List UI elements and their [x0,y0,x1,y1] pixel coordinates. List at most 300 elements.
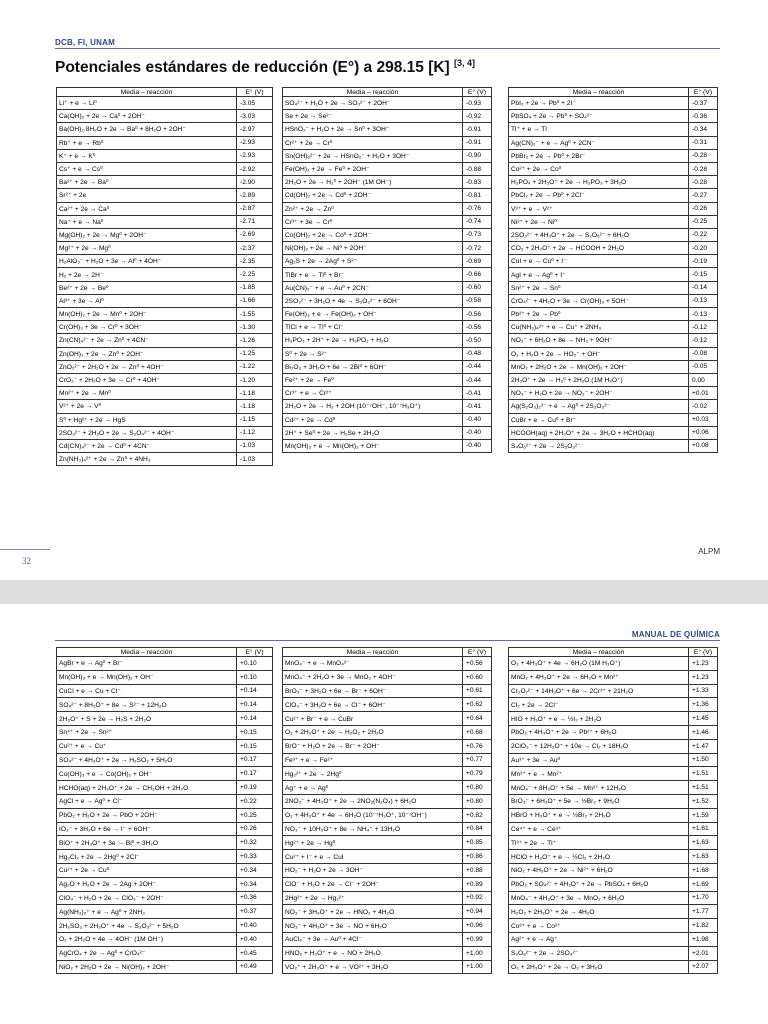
potential-value-cell: -2.35 [237,255,273,268]
potential-value-cell: +1.68 [689,863,718,877]
half-reaction-cell: Pb²⁺ + 2e → Pb⁰ [509,308,689,321]
table-row [509,360,718,373]
half-reaction-cell: O₂ + 4H₃O⁺ + 4e → 6H₂O (1M H₃O⁺) [509,657,689,671]
potential-value-cell: -0.13 [689,308,718,321]
half-reaction-cell: Sn²⁺ + 2e → Sn⁰ [509,281,689,294]
half-reaction-cell: Cu²⁺ + Br⁻ + e → CuBr [283,712,463,726]
potential-value-cell: +1.61 [689,822,718,836]
half-reaction-cell: Li⁺ + e → Li⁰ [57,97,237,110]
potential-value-cell: -0.60 [463,281,492,294]
potential-value-cell: -0.44 [463,373,492,386]
potential-value-cell: -2.97 [237,123,273,136]
table-row [57,698,273,712]
potential-value-cell: -0.91 [463,123,492,136]
table-row [509,136,718,149]
table-row [509,426,718,439]
potential-value-cell: +1.82 [689,919,718,933]
potential-value-cell: -0.25 [689,215,718,228]
half-reaction-cell: HO₂⁻ + H₂O + 2e → 3OH⁻ [283,863,463,877]
half-reaction-cell: 2H⁺ + Se⁰ + 2e → H₂Se + 2H₂O [283,426,463,439]
table-row [283,373,492,386]
potential-value-cell: -0.81 [463,189,492,202]
half-reaction-cell: Ce⁴⁺ + e → Ce³⁺ [509,822,689,836]
table-row [509,781,718,795]
table-row [509,215,718,228]
potential-value-cell: +0.25 [237,808,273,822]
half-reaction-cell: Hg²⁺ + 2e → Hg⁰ [283,836,463,850]
half-reaction-cell: SO₄²⁻ + 8H₃O⁺ + 8e → S²⁻ + 12H₂O [57,698,237,712]
table-row [509,228,718,241]
table-row [283,822,492,836]
page-title [55,58,475,77]
column-header-potential: E° (V) [689,88,718,97]
potential-value-cell: +0.96 [463,919,492,933]
potential-value-cell: -1.20 [237,373,273,386]
half-reaction-cell: BiO⁺ + 2H₃O⁺ + 3e → Bi⁰ + 3H₂O [57,836,237,850]
half-reaction-cell: Hg₂²⁺ + 2e → 2Hg⁰ [283,767,463,781]
half-reaction-cell: Zn(CN)₄²⁻ + 2e → Zn⁰ + 4CN⁻ [57,334,237,347]
potential-value-cell: -0.50 [463,334,492,347]
table-row [57,136,273,149]
table-row [283,400,492,413]
potential-value-cell: +0.37 [237,905,273,919]
half-reaction-cell: Co²⁺ + 2e → Co⁰ [509,162,689,175]
half-reaction-cell: Bi₂O₃ + 3H₂O + 6e → 2Bi⁰ + 6OH⁻ [283,360,463,373]
potential-value-cell: +0.15 [237,725,273,739]
column-header-potential: E° (V) [463,88,492,97]
table-row [57,360,273,373]
potential-value-cell: -0.72 [463,242,492,255]
table-row [509,932,718,946]
table-row [57,176,273,189]
table-row [57,162,273,175]
table-row [57,877,273,891]
header-row [57,88,273,97]
half-reaction-cell: Cr₂O₇²⁻ + 14H₃O⁺ + 6e → 2Cr³⁺ + 21H₂O [509,684,689,698]
potential-value-cell: +1.51 [689,781,718,795]
potential-value-cell: -0.44 [463,360,492,373]
table-row [283,123,492,136]
title-reference: [3, 4] [454,58,476,68]
column-header-potential: E° (V) [463,648,492,657]
half-reaction-cell: NiO₂ + 4H₃O⁺ + 2e → Ni²⁺ + 6H₂O [509,863,689,877]
header-rule [55,640,720,641]
half-reaction-cell: 2H₂O + 2e → H₂⁰ + 2OH⁻ (1M OH⁻) [283,176,463,189]
potential-value-cell: +1.63 [689,850,718,864]
table-row [283,836,492,850]
potential-value-cell: -1.18 [237,400,273,413]
potential-value-cell: -1.03 [237,453,273,466]
potential-value-cell: -0.02 [689,400,718,413]
table-row [57,767,273,781]
potential-value-cell: +0.94 [463,905,492,919]
half-reaction-cell: TlCl + e → Tl⁰ + Cl⁻ [283,321,463,334]
potential-value-cell: -0.48 [463,347,492,360]
table-row [283,189,492,202]
half-reaction-cell: Cr³⁺ + 3e → Cr⁰ [283,215,463,228]
table-row [509,946,718,960]
potential-value-cell: -0.83 [463,176,492,189]
column-header-reaction: Media – reacción [509,648,689,657]
potential-value-cell: +0.85 [463,836,492,850]
page-33 [0,604,768,1024]
potential-value-cell: +0.49 [237,960,273,974]
potential-value-cell: -0.74 [463,215,492,228]
potential-value-cell: -2.89 [237,189,273,202]
half-reaction-cell: Fe³⁺ + e → Fe²⁺ [283,753,463,767]
half-reaction-cell: Ba(OH)₂.8H₂O + 2e → Ba⁰ + 8H₂O + 2OH⁻ [57,123,237,136]
table-row [57,960,273,974]
table-row [57,413,273,426]
table-row [509,308,718,321]
potential-value-cell: +0.33 [237,850,273,864]
potential-value-cell: -0.12 [689,334,718,347]
table-row [509,334,718,347]
title-text: Potenciales estándares de reducción (E°) a 298.15 [K] [55,59,450,76]
table-row [57,684,273,698]
potential-value-cell: -2.93 [237,149,273,162]
half-reaction-cell: ClO₄⁻ + H₂O + 2e → ClO₃⁻ + 2OH⁻ [57,891,237,905]
half-reaction-cell: Mg(OH)₂ + 2e → Mg⁰ + 2OH⁻ [57,228,237,241]
half-reaction-cell: HClO + H₃O⁺ + e → ½Cl₂ + 2H₂O [509,850,689,864]
table-row [509,189,718,202]
potential-value-cell: +0.17 [237,767,273,781]
table-row [509,863,718,877]
half-reaction-cell: S⁰ + Hg²⁺ + 2e → HgS [57,413,237,426]
half-reaction-cell: Cr(OH)₃ + 3e → Cr⁰ + 3OH⁻ [57,321,237,334]
potential-value-cell: +1.59 [689,808,718,822]
table-row [283,136,492,149]
table-row [57,294,273,307]
table-row [57,808,273,822]
half-reaction-cell: BrO₃⁻ + 6H₃O⁺ + 5e → ½Br₂ + 9H₂O [509,794,689,808]
half-reaction-cell: HBrO + H₃O⁺ + e → ½Br₂ + 2H₂O [509,808,689,822]
potential-value-cell: +1.00 [463,960,492,974]
potential-value-cell: -0.05 [689,360,718,373]
table-row [283,781,492,795]
table-row [283,360,492,373]
half-reaction-cell: Rb⁺ + e → Rb⁰ [57,136,237,149]
table-row [283,767,492,781]
half-reaction-cell: Hg₂Cl₂ + 2e → 2Hg⁰ + 2Cl⁻ [57,850,237,864]
potential-value-cell: +0.15 [237,739,273,753]
potential-value-cell: +0.01 [689,387,718,400]
potential-value-cell: +1.77 [689,905,718,919]
half-reaction-cell: 2H₂SO₃ + 2H₃O⁺ + 4e → S₂O₃²⁻ + 5H₂O [57,919,237,933]
header-row [509,88,718,97]
potential-value-cell: -0.56 [463,321,492,334]
table-row [57,670,273,684]
half-reaction-cell: Fe(OH)₂ + 2e → Fe⁰ + 2OH⁻ [283,162,463,175]
potential-value-cell: +1.69 [689,877,718,891]
half-reaction-cell: Ca(OH)₂ + 2e → Ca⁰ + 2OH⁻ [57,110,237,123]
table-row [509,162,718,175]
table-row [509,836,718,850]
table-row [509,712,718,726]
table-row [283,919,492,933]
potential-value-cell: +1.00 [463,946,492,960]
potential-value-cell: +0.19 [237,781,273,795]
potential-value-cell: +1.70 [689,891,718,905]
potential-value-cell: -0.40 [463,426,492,439]
half-reaction-cell: PbO₂ + H₂O + 2e → PbO + 2OH⁻ [57,808,237,822]
table-row [283,670,492,684]
half-reaction-cell: Sn⁴⁺ + 2e → Sn²⁺ [57,725,237,739]
running-header: MANUAL DE QUÍMICA [631,630,720,639]
half-reaction-cell: 2SO₃²⁻ + 2H₂O + 2e → S₂O₄²⁻ + 4OH⁻ [57,426,237,439]
table-row [57,739,273,753]
potential-value-cell: -2.71 [237,215,273,228]
table-row [283,255,492,268]
half-reaction-cell: 2ClO₃⁻ + 12H₃O⁺ + 10e → Cl₂ + 18H₂O [509,739,689,753]
table-row [509,850,718,864]
potential-value-cell: +0.40 [237,932,273,946]
table-row [57,373,273,386]
half-reaction-cell: K⁺ + e → K⁰ [57,149,237,162]
half-reaction-cell: AgCl + e → Ag⁰ + Cl⁻ [57,794,237,808]
potential-value-cell: +0.08 [689,439,718,452]
half-reaction-cell: Be²⁺ + 2e → Be⁰ [57,281,237,294]
potential-value-cell: -0.14 [689,281,718,294]
potentials-table-3 [508,87,718,453]
half-reaction-cell: NO₃⁻ + 3H₃O⁺ + 2e → HNO₂ + 4H₂O [283,905,463,919]
table-row [283,215,492,228]
potential-value-cell: -0.13 [689,294,718,307]
table-row [57,189,273,202]
table-row [509,268,718,281]
potential-value-cell: -2.90 [237,176,273,189]
header-row [283,88,492,97]
table-row [57,753,273,767]
potential-value-cell: +0.06 [689,426,718,439]
half-reaction-cell: AgBr + e → Ag⁰ + Br⁻ [57,657,237,671]
half-reaction-cell: Mn(OH)₃ + e → Mn(OH)₂ + OH⁻ [283,439,463,452]
column-header-reaction: Media – reacción [57,648,237,657]
half-reaction-cell: HCHO(aq) + 2H₃O⁺ + 2e → CH₃OH + 2H₂O [57,781,237,795]
table-row [57,308,273,321]
potential-value-cell: -2.69 [237,228,273,241]
half-reaction-cell: Ag(S₂O₃)₂³⁻ + e → Ag⁰ + 2S₂O₃²⁻ [509,400,689,413]
half-reaction-cell: H₃PO₃ + 2H⁺ + 2e → H₃PO₂ + H₂O [283,334,463,347]
half-reaction-cell: Mn³⁺ + e → Mn²⁺ [509,767,689,781]
table-row [283,294,492,307]
half-reaction-cell: 2SO₃²⁻ + 4H₃O⁺ + 2e → S₂O₆²⁻ + 6H₂O [509,228,689,241]
potential-value-cell: -1.03 [237,439,273,452]
header-row [283,648,492,657]
table-row [57,110,273,123]
potential-value-cell: -0.76 [463,202,492,215]
half-reaction-cell: 2Hg²⁺ + 2e → Hg₂²⁺ [283,891,463,905]
table-row [57,850,273,864]
half-reaction-cell: Ag₂O + H₂O + 2e → 2Ag + 2OH⁻ [57,877,237,891]
half-reaction-cell: Zn²⁺ + 2e → Zn⁰ [283,202,463,215]
half-reaction-cell: Fe²⁺ + 2e → Fe⁰ [283,373,463,386]
half-reaction-cell: Zn(OH)₂ + 2e → Zn⁰ + 2OH⁻ [57,347,237,360]
table-row [57,215,273,228]
table-row [509,255,718,268]
half-reaction-cell: Tl³⁺ + 2e → Tl⁺ [509,836,689,850]
half-reaction-cell: HSnO₂⁻ + H₂O + 2e → Sn⁰ + 3OH⁻ [283,123,463,136]
potential-value-cell: 0.00 [689,373,718,386]
half-reaction-cell: H₂O₂ + 2H₃O⁺ + 2e → 4H₂O [509,905,689,919]
potential-value-cell: -2.93 [237,136,273,149]
table-row [509,202,718,215]
half-reaction-cell: ZnO₂²⁻ + 2H₂O + 2e → Zn⁰ + 4OH⁻ [57,360,237,373]
potential-value-cell: -0.92 [463,110,492,123]
table-row [57,822,273,836]
table-row [283,712,492,726]
table-row [509,960,718,974]
half-reaction-cell: Cr²⁺ + 2e → Cr⁰ [283,136,463,149]
table-row [283,753,492,767]
half-reaction-cell: Sn(OH)₆²⁻ + 2e → HSnO₂⁻ + H₂O + 3OH⁻ [283,149,463,162]
table-row [283,308,492,321]
potential-value-cell: +0.86 [463,850,492,864]
half-reaction-cell: HCOOH(aq) + 2H₃O⁺ + 2e → 3H₂O + HCHO(aq) [509,426,689,439]
table-row [57,347,273,360]
potential-value-cell: +1.63 [689,836,718,850]
half-reaction-cell: Cr³⁺ + e → Cr²⁺ [283,387,463,400]
table-row [283,739,492,753]
potential-value-cell: -1.30 [237,321,273,334]
potential-value-cell: -0.34 [689,123,718,136]
table-row [283,863,492,877]
table-row [509,684,718,698]
table-row [57,932,273,946]
half-reaction-cell: Mg²⁺ + 2e → Mg⁰ [57,242,237,255]
half-reaction-cell: NiO₂ + 2H₂O + 2e → Ni(OH)₂ + 2OH⁻ [57,960,237,974]
half-reaction-cell: MnO₂ + 2H₂O + 2e → Mn(OH)₂ + 2OH⁻ [509,360,689,373]
table-row [283,808,492,822]
table-row [57,228,273,241]
potential-value-cell: -0.90 [463,149,492,162]
half-reaction-cell: ClO₃⁻ + 3H₂O + 6e → Cl⁻ + 6OH⁻ [283,698,463,712]
half-reaction-cell: V³⁺ + e → V²⁺ [509,202,689,215]
half-reaction-cell: Ag²⁺ + e → Ag⁺ [509,932,689,946]
half-reaction-cell: Ni²⁺ + 2e → Ni⁰ [509,215,689,228]
potential-value-cell: +0.14 [237,684,273,698]
page-number: 32 [22,556,31,566]
potential-value-cell: -0.28 [689,162,718,175]
half-reaction-cell: AuCl₄⁻ + 3e → Au⁰ + 4Cl⁻ [283,932,463,946]
table-row [509,767,718,781]
potential-value-cell: +0.10 [237,657,273,671]
potential-value-cell: -1.12 [237,426,273,439]
table-row [283,321,492,334]
half-reaction-cell: NO₃⁻ + 4H₃O⁺ + 3e → NO + 6H₂O [283,919,463,933]
table-row [283,794,492,808]
half-reaction-cell: Ag⁺ + e → Ag⁰ [283,781,463,795]
potential-value-cell: +0.80 [463,794,492,808]
half-reaction-cell: Mn(OH)₂ + 2e → Mn⁰ + 2OH⁻ [57,308,237,321]
half-reaction-cell: Co(OH)₃ + e → Co(OH)₂ + OH⁻ [57,767,237,781]
half-reaction-cell: Cu²⁺ + I⁻ + e → CuI [283,850,463,864]
table-row [283,426,492,439]
table-row [283,905,492,919]
potential-value-cell: +1.36 [689,698,718,712]
potential-value-cell: +0.80 [463,781,492,795]
table-row [57,781,273,795]
potentials-table-6 [508,647,718,974]
table-row [283,242,492,255]
table-row [509,877,718,891]
potential-value-cell: +0.10 [237,670,273,684]
table-row [283,268,492,281]
table-row [57,242,273,255]
half-reaction-cell: IO₃⁻ + 3H₂O + 6e → I⁻ + 6OH⁻ [57,822,237,836]
potential-value-cell: -0.40 [463,413,492,426]
table-row [57,836,273,850]
potential-value-cell: -0.36 [689,110,718,123]
potential-value-cell: +0.88 [463,863,492,877]
half-reaction-cell: O₂ + H₂O + 2e → HO₂⁻ + OH⁻ [509,347,689,360]
potential-value-cell: +0.82 [463,808,492,822]
table-row [283,877,492,891]
potential-value-cell: +0.56 [463,657,492,671]
potential-value-cell: -2.92 [237,162,273,175]
table-row [57,863,273,877]
half-reaction-cell: S₄O₆²⁻ + 2e → 2S₂O₃²⁻ [509,439,689,452]
table-row [509,400,718,413]
table-row [509,149,718,162]
table-row [283,334,492,347]
table-row [57,919,273,933]
potential-value-cell: -1.25 [237,347,273,360]
table-row [509,698,718,712]
table-row [57,149,273,162]
table-row [509,413,718,426]
potential-value-cell: -0.22 [689,228,718,241]
table-row [509,794,718,808]
half-reaction-cell: Se + 2e → Se²⁻ [283,110,463,123]
table-row [509,753,718,767]
half-reaction-cell: HNO₂ + H₃O⁺ + e → NO + 2H₂O [283,946,463,960]
table-row [509,905,718,919]
half-reaction-cell: Ni(OH)₂ + 2e → Ni⁰ + 2OH⁻ [283,242,463,255]
potential-value-cell: -0.20 [689,242,718,255]
potential-value-cell: -0.91 [463,136,492,149]
table-row [57,426,273,439]
potential-value-cell: +2.07 [689,960,718,974]
table-row [509,347,718,360]
potential-value-cell: +0.61 [463,684,492,698]
potential-value-cell: -0.69 [463,255,492,268]
table-row [283,932,492,946]
potential-value-cell: +1.45 [689,712,718,726]
half-reaction-cell: Cd²⁺ + 2e → Cd⁰ [283,413,463,426]
half-reaction-cell: Fe(OH)₃ + e → Fe(OH)₂ + OH⁻ [283,308,463,321]
footer-initials: ALPM [698,547,720,556]
potential-value-cell: -1.26 [237,334,273,347]
column-header-potential: E° (V) [689,648,718,657]
half-reaction-cell: Cu(NH₃)₄²⁺ + e → Cu⁺ + 2NH₃ [509,321,689,334]
potential-value-cell: -3.05 [237,97,273,110]
table-row [57,794,273,808]
potential-value-cell: -0.40 [463,439,492,452]
potential-value-cell: -0.56 [463,308,492,321]
half-reaction-cell: CuCl + e → Cu + Cl⁻ [57,684,237,698]
table-row [283,228,492,241]
potential-value-cell: +0.26 [237,822,273,836]
half-reaction-cell: Co(OH)₂ + 2e → Co⁰ + 2OH⁻ [283,228,463,241]
table-row [283,698,492,712]
potential-value-cell: +0.68 [463,725,492,739]
potential-value-cell: -2.25 [237,268,273,281]
table-row [283,946,492,960]
table-row [509,670,718,684]
table-row [283,439,492,452]
potential-value-cell: +0.64 [463,712,492,726]
